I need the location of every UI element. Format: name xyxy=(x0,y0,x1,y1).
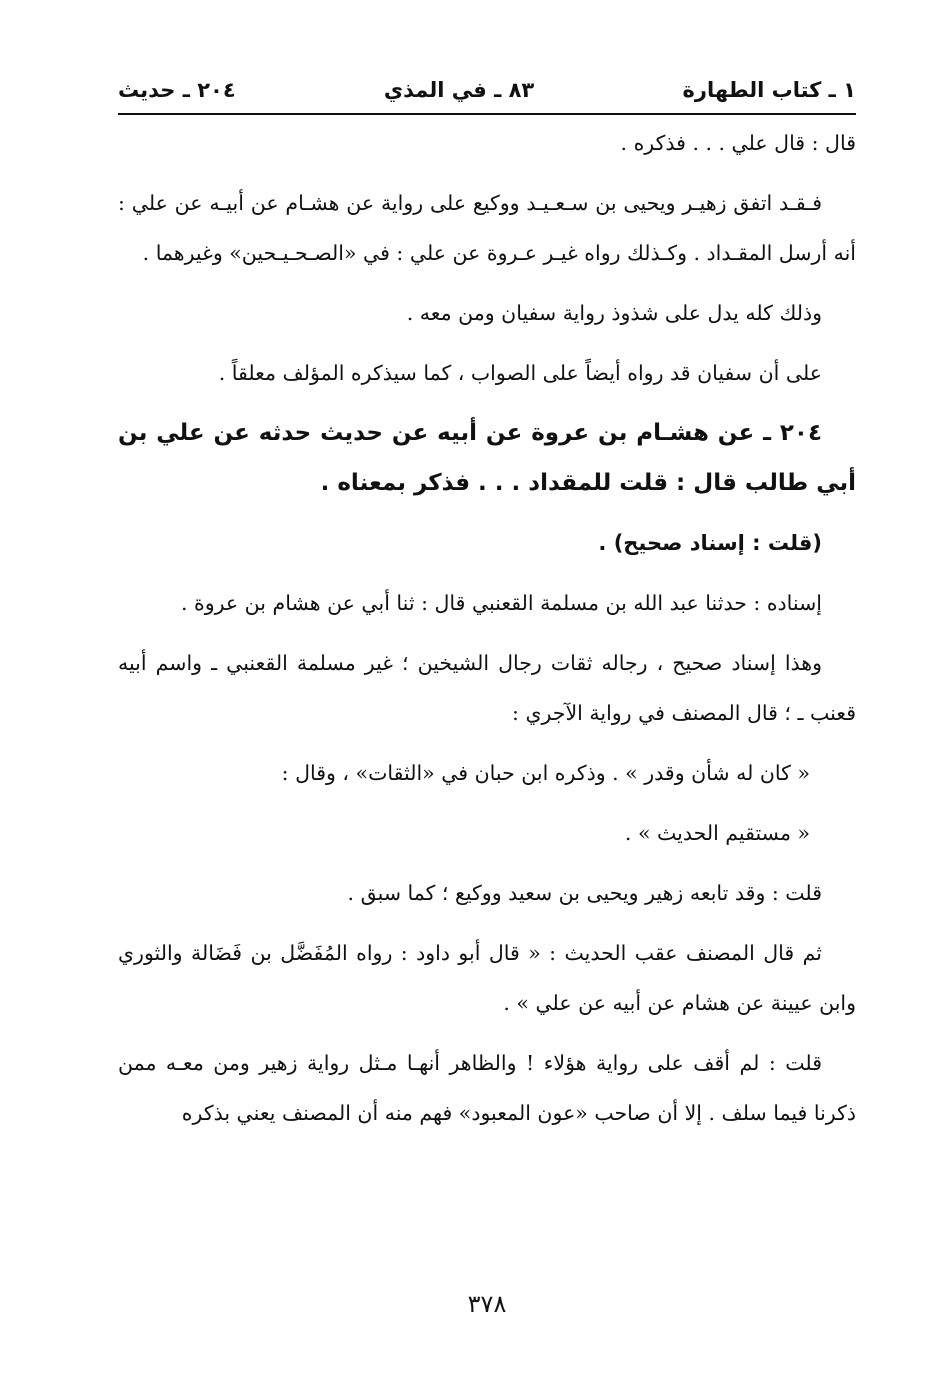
header-hadith-number: ٢٠٤ ـ حديث xyxy=(118,78,236,102)
quote-2: « مستقيم الحديث » . xyxy=(624,821,810,845)
paragraph-11: ثم قال المصنف عقب الحديث : « قال أبو داود : رواه المُفَضَّل بن فَضَالة والثوري وابن عيينة عن هشام عن أبيه عن علي » . xyxy=(118,941,856,1015)
header-rule xyxy=(118,113,856,115)
paragraph-12: قلت : لم أقف على رواية هؤلاء ! والظاهر أنهـا مـثل رواية زهير ومن معـه ممن ذكرنا فيما سلف . إلا أن صاحب «عون المعبود» فهم منه أن المصنف يعني بذكره xyxy=(118,1051,856,1125)
header-section: ٨٣ ـ في المذي xyxy=(383,78,535,102)
running-header xyxy=(118,72,856,108)
paragraph-2: فـقـد اتفق زهيـر ويحيى بن سـعـيـد ووكيع على رواية عن هشـام عن أبيـه عن علي : أنه أرسل المقـداد . وكـذلك رواه غيـر عـروة عن علي : في «الصـحـيـحين» وغيرهما . xyxy=(118,191,856,265)
paragraph-1: قال : قال علي . . . فذكره . xyxy=(620,131,856,155)
paragraph-10: قلت : وقد تابعه زهير ويحيى بن سعيد ووكيع ؛ كما سبق . xyxy=(347,881,822,905)
header-chapter: ١ ـ كتاب الطهارة xyxy=(682,78,856,102)
paragraph-3: وذلك كله يدل على شذوذ رواية سفيان ومن معه . xyxy=(406,301,822,325)
paragraph-isnad: إسناده : حدثنا عبد الله بن مسلمة القعنبي قال : ثنا أبي عن هشام بن عروة . xyxy=(180,591,822,615)
quote-1: « كان له شأن وقدر » . وذكره ابن حبان في «الثقات» ، وقال : xyxy=(281,761,810,785)
hadith-text: ٢٠٤ ـ عن هشـام بن عروة عن أبيه عن حديث حدثه عن علي بن أبي طالب قال : قلت للمقداد . . . فذكر بمعناه . xyxy=(118,420,856,496)
paragraph-7: وهذا إسناد صحيح ، رجاله ثقات رجال الشيخين ؛ غير مسلمة القعنبي ـ واسم أبيه قعنب ـ ؛ قال المصنف في رواية الآجري : xyxy=(118,651,856,725)
paragraph-4: على أن سفيان قد رواه أيضاً على الصواب ، كما سيذكره المؤلف معلقاً . xyxy=(218,361,822,385)
page-number: ٣٧٨ xyxy=(467,1290,507,1318)
grading-note: (قلت : إسناد صحيح) . xyxy=(598,531,822,555)
book-page xyxy=(118,0,856,1374)
page-body xyxy=(118,118,856,1138)
